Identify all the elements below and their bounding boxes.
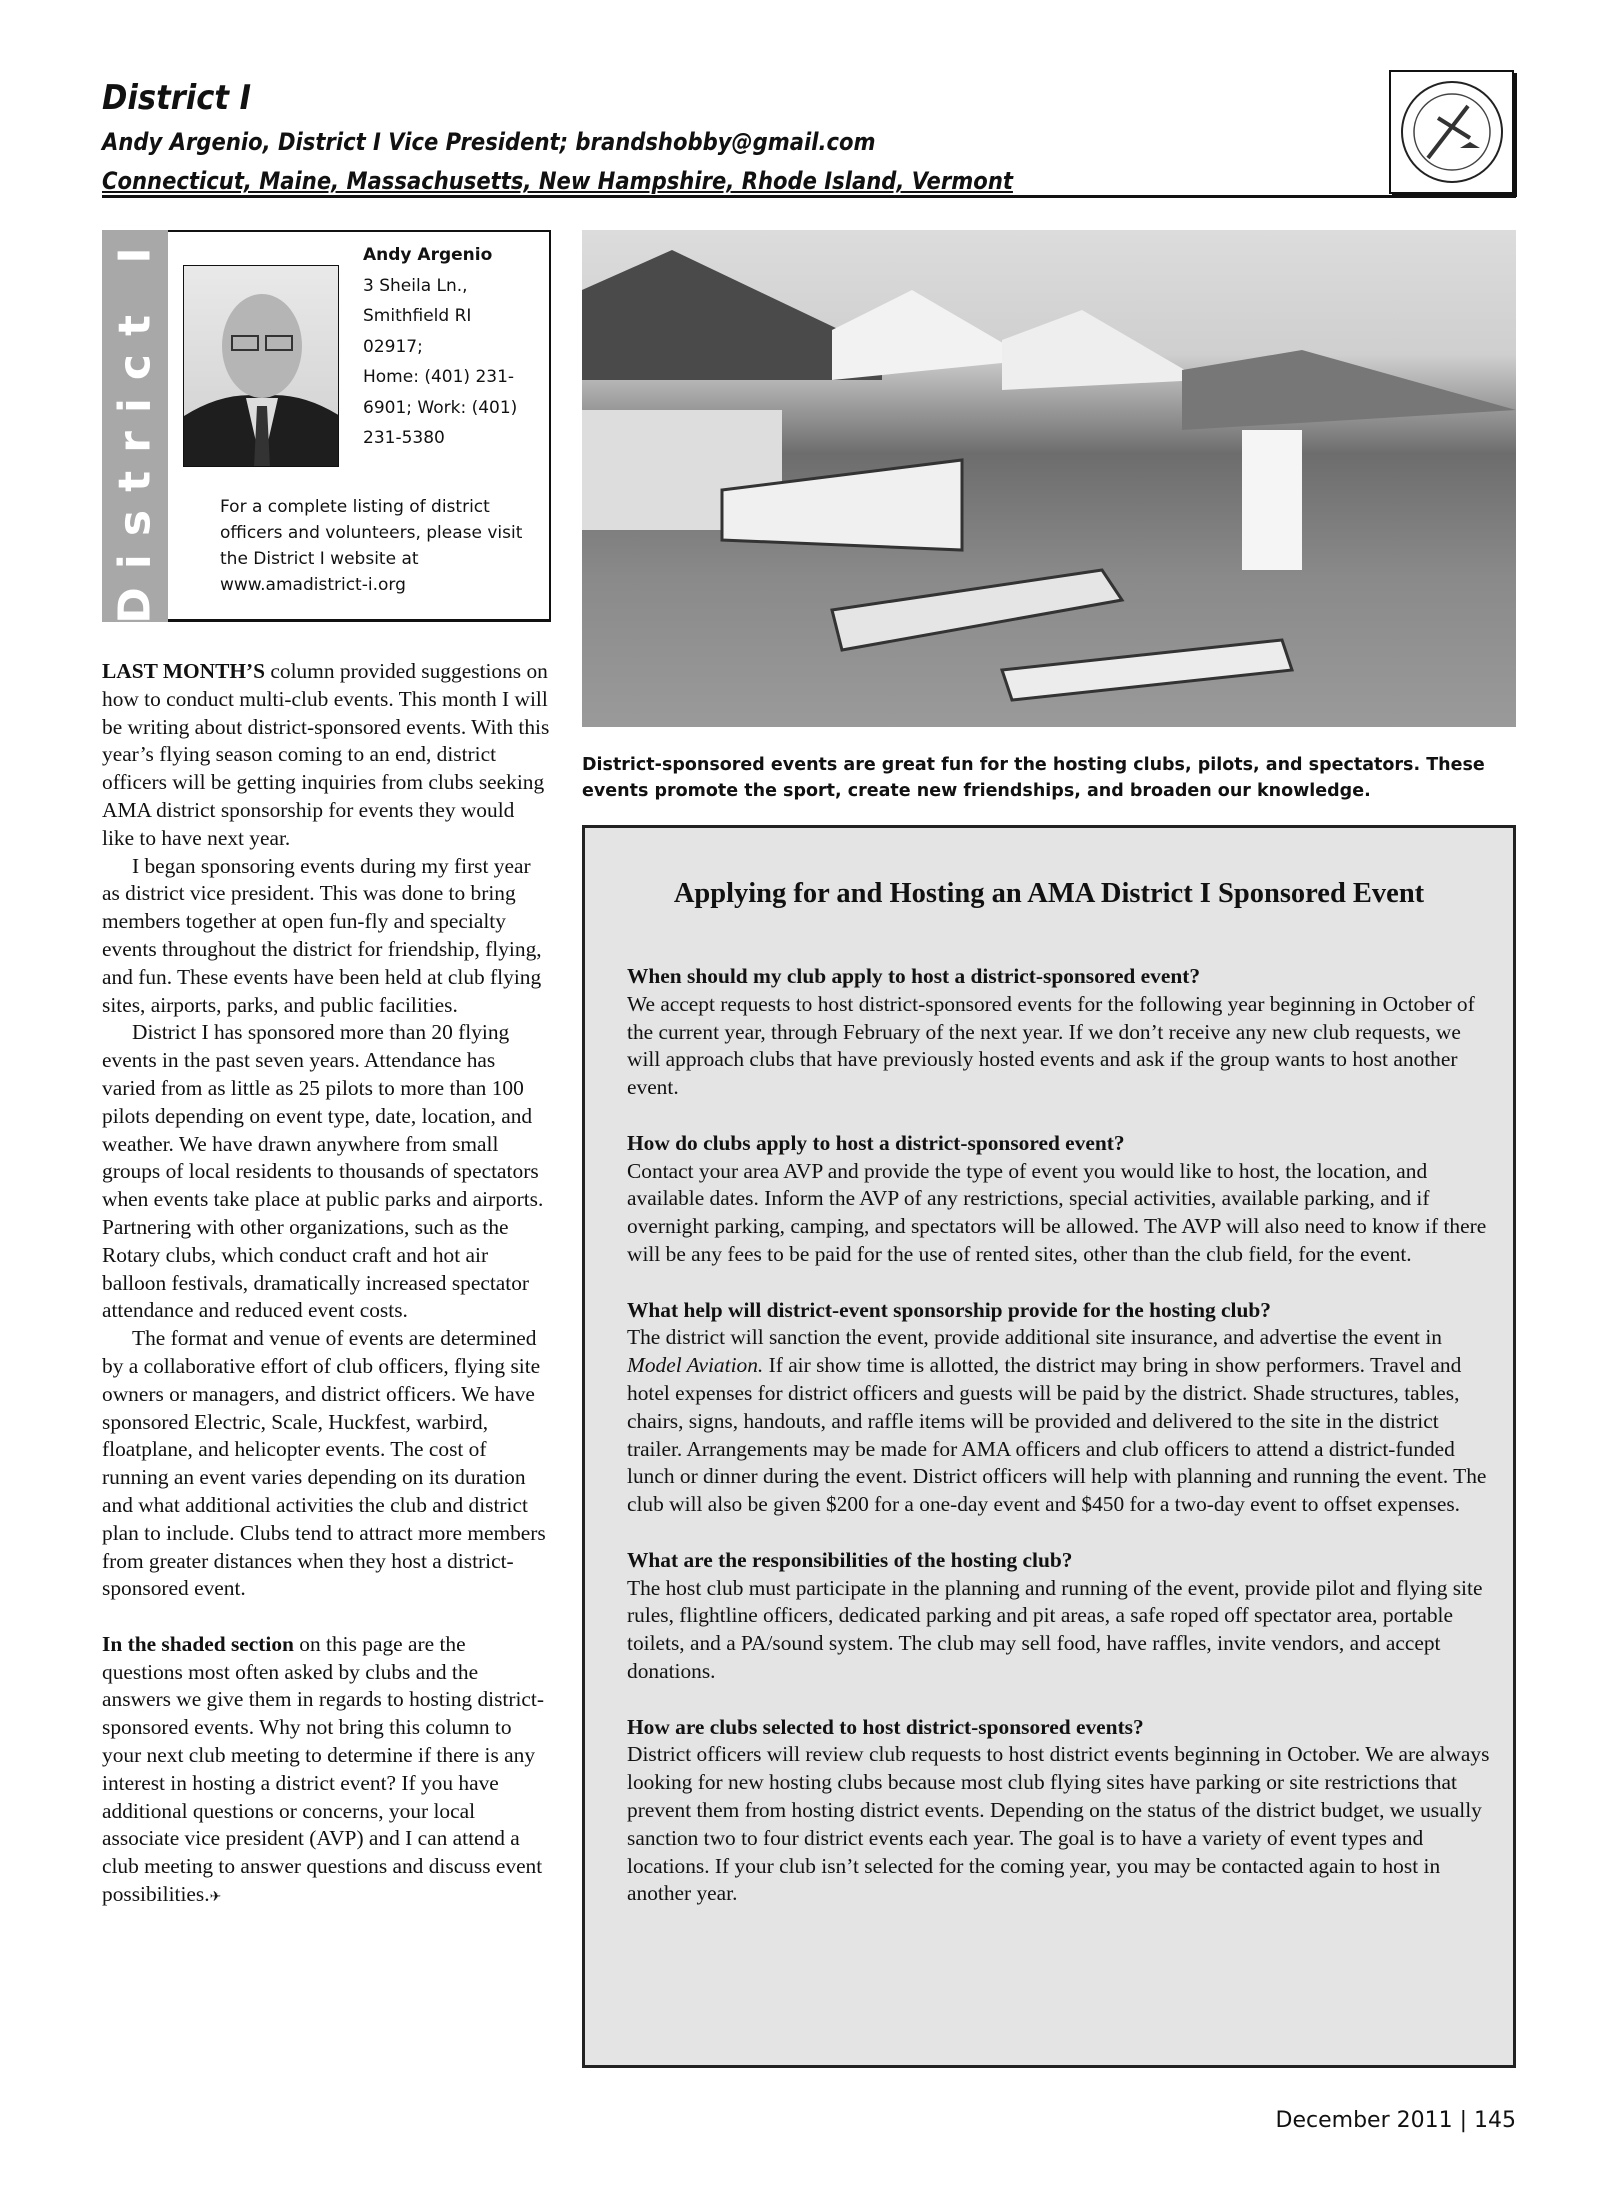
article-paragraph: The format and venue of events are determined by a collaborative effort of club officers, flying site owners or managers, and district officers. We have sponsored Electric, Scale, Huckfest, warbird, floatplane, and helicopter events. The cost of running an event varies depending on its duration and what additional activities the club and district plan to include. Clubs tend to attract more members from greater distances when they host a district-sponsored event. xyxy=(102,1326,546,1601)
faq-shaded-box xyxy=(582,825,1516,2068)
contact-line: 02917; xyxy=(363,336,423,357)
page-footer: December 2011 | 145 xyxy=(1275,2108,1516,2133)
vp-portrait xyxy=(183,265,339,467)
contact-line: 3 Sheila Ln., xyxy=(363,275,468,296)
faq-item: How are clubs selected to host district-sponsored events? District officers will review club requests to host district events beginning in October. We are always looking for new hosting clubs because most club flying sites have parking or site restrictions that prevent them from hosting district events. Depending on the status of the district budget, we usually sanction two to four district events each year. The goal is to have a variety of event types and locations. If your club isn’t selected for the coming year, you may be contacted again to host in another year. xyxy=(627,1714,1490,1906)
contact-line: Home: (401) 231- xyxy=(363,367,515,387)
district-logo xyxy=(1389,70,1514,194)
district-website-note: For a complete listing of district officers and volunteers, please visit the District I website at www.amadistrict-i.org xyxy=(220,497,523,595)
faq-title: Applying for and Hosting an AMA District I Sponsored Event xyxy=(673,878,1425,909)
subtitle: Andy Argenio, District I Vice President; brandshobby@gmail.com xyxy=(102,128,876,156)
district-vertical-label: District I xyxy=(102,230,168,622)
photo-caption: District-sponsored events are great fun for the hosting clubs, pilots, and spectators. These events promote the sport, create new friendships, and broaden our knowledge. xyxy=(582,755,1485,801)
ama-end-mark-icon: ✈ xyxy=(209,1890,222,1906)
article-body xyxy=(102,658,550,1912)
article-paragraph: I began sponsoring events during my first year as district vice president. This was done to bring members together at open fun-fly and specialty events throughout the district for friendship, flying, and fun. These events have been held at club flying sites, airports, parks, and public facilities. xyxy=(102,853,542,1017)
contact-name: Andy Argenio xyxy=(363,245,493,265)
article-paragraph: LAST MONTH’S column provided suggestions on how to conduct multi-club events. This month I will be writing about district-sponsored events. With this year’s flying season coming to an end, district officers will be getting inquiries from clubs seeking AMA district sponsorship for events they would like to have next year. xyxy=(102,659,550,850)
contact-details xyxy=(363,240,517,454)
faq-item: When should my club apply to host a district-sponsored event? We accept requests to host district-sponsored events for the following year beginning in October of the current year, through February of the next year. If we don’t receive any new club requests, we will approach clubs that have previously hosted events and ask if the group wants to host another event. xyxy=(627,964,1475,1100)
article-paragraph: In the shaded section on this page are the questions most often asked by clubs and the answers we give them in regards to hosting district-sponsored events. Why not bring this column to your next club meeting to determine if there is any interest in hosting a district event? If you have additional questions or concerns, your local associate vice president (AVP) and I can attend a club meeting to answer questions and discuss event possibilities.✈ xyxy=(102,1631,544,1907)
ama-seal-icon xyxy=(1398,78,1506,186)
page-title: District I xyxy=(102,78,252,118)
faq-item: How do clubs apply to host a district-sponsored event? Contact your area AVP and provide the type of event you would like to host, the location, and available dates. Inform the AVP of any restrictions, special activities, available parking, and if overnight parking, camping, and spectators will be allowed. The AVP will also need to know if there will be any fees to be paid for the use of rented sites, other than the club field, for the event. xyxy=(627,1130,1487,1266)
district-states: Connecticut, Maine, Massachusetts, New Hampshire, Rhode Island, Vermont xyxy=(102,167,1013,195)
article-paragraph: District I has sponsored more than 20 flying events in the past seven years. Attendance has varied from as little as 25 pilots to more than 100 pilots depending on event type, date, location, and weather. We have drawn anywhere from small groups of local residents to thousands of spectators when events take place at public parks and airports. Partnering with other organizations, such as the Rotary clubs, which conduct craft and hot air balloon festivals, dramatically increased spectator attendance and reduced event costs. xyxy=(102,1020,544,1323)
contact-line: Smithfield RI xyxy=(363,306,472,326)
contact-line: 6901; Work: (401) xyxy=(363,397,518,418)
event-photo xyxy=(582,230,1516,727)
faq-item: What are the responsibilities of the hosting club? The host club must participate in the planning and running of the event, provide pilot and flying site rules, flightline officers, dedicated parking and pit areas, a safe roped off spectator area, portable toilets, and a PA/sound system. The club may sell food, have raffles, invite vendors, and accept donations. xyxy=(627,1547,1483,1683)
faq-item: What help will district-event sponsorship provide for the hosting club? The district will sanction the event, provide additional site insurance, and advertise the event in Model Aviation. If air show time is allotted, the district may bring in show performers. Travel and hotel expenses for district officers and guests will be paid by the district. Shade structures, tables, chairs, signs, handouts, and raffle items will be provided and delivered to the site in the district trailer. Arrangements may be made for AMA officers and club officers to attend a district-funded lunch or dinner during the event. District officers will help with planning and running the event. The club will also be given $200 for a one-day event and $450 for a two-day event to offset expenses. xyxy=(627,1297,1487,1517)
header-rule xyxy=(102,195,1516,198)
contact-line: 231-5380 xyxy=(363,428,445,448)
